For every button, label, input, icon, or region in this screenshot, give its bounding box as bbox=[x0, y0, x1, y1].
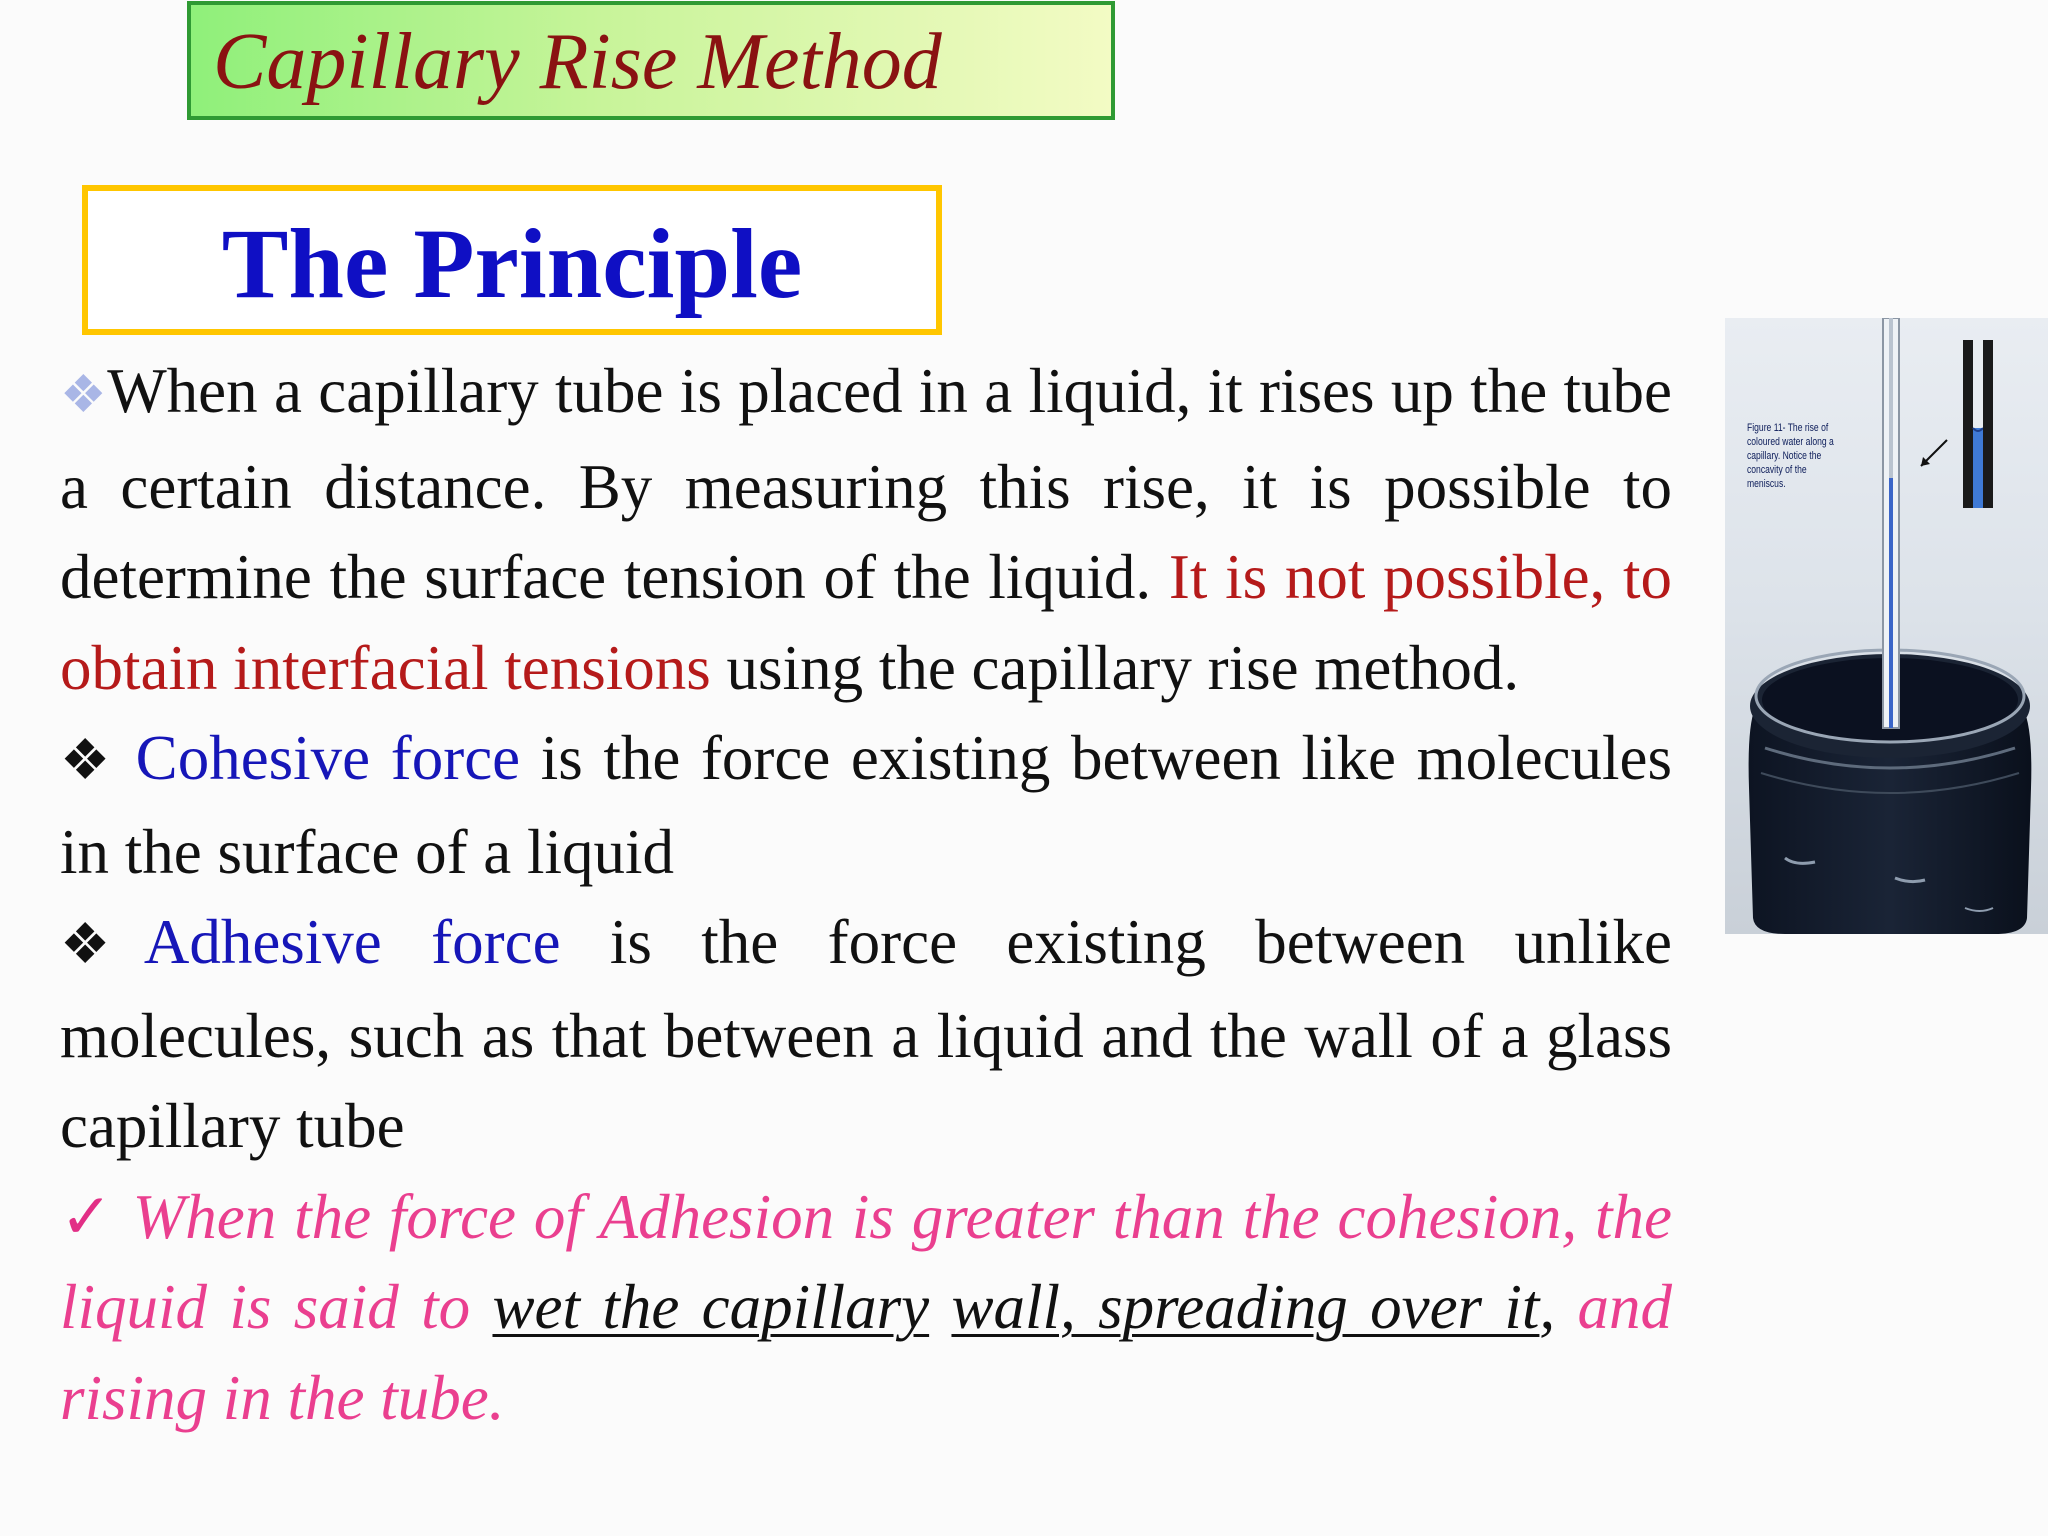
principle-heading-box bbox=[82, 185, 942, 335]
inset-tube-liquid bbox=[1973, 428, 1983, 508]
interfacial-tension-note: It is not possible, to obtain interfacial tensions bbox=[60, 542, 1673, 703]
paragraph-text: is the force existing between like molecules in the surface of a liquid bbox=[60, 723, 1673, 887]
paragraph-text: using the capillary rise method. bbox=[710, 632, 1520, 703]
paragraph-text: and rising in the tube. bbox=[60, 1272, 1673, 1433]
principle-heading: The Principle bbox=[221, 208, 803, 319]
underlined-phrase: wet the capillary bbox=[492, 1272, 930, 1342]
paragraph-cohesive-force bbox=[60, 713, 1672, 897]
slide-title-box bbox=[187, 1, 1115, 120]
cohesive-force-term: Cohesive force bbox=[135, 723, 521, 793]
paragraph-text: is the force existing between unlike molecules, such as that between a liquid and the wall of a glass capillary tube bbox=[60, 907, 1672, 1161]
capillary-liquid-column bbox=[1889, 478, 1893, 728]
paragraph-adhesive-force bbox=[60, 897, 1672, 1172]
underlined-phrase: wall, spreading over it bbox=[951, 1272, 1540, 1342]
capillary-jar-illustration bbox=[1725, 318, 2048, 934]
diamond-bullet-icon: ❖ bbox=[60, 367, 108, 424]
diamond-bullet-icon: ❖ bbox=[60, 914, 144, 976]
figure-caption: Figure 11- The rise of coloured water along a capillary. Notice the concavity of the meniscus. bbox=[1747, 422, 1834, 490]
adhesive-force-term: Adhesive force bbox=[143, 907, 561, 977]
capillary-tube-photo bbox=[1725, 318, 2048, 934]
inset-tube-wall bbox=[1963, 340, 1973, 508]
paragraph-text bbox=[929, 1272, 951, 1342]
paragraph-comma: , bbox=[1539, 1272, 1556, 1342]
slide-title: Capillary Rise Method bbox=[213, 18, 942, 106]
checkmark-icon: ✓ bbox=[60, 1181, 115, 1252]
paragraph-text: When the force of Adhesion is greater than the cohesion, the liquid is said to bbox=[60, 1181, 1673, 1342]
diamond-bullet-icon: ❖ bbox=[60, 730, 116, 792]
paragraph-capillary-rise bbox=[60, 346, 1672, 713]
inset-tube-wall bbox=[1983, 340, 1993, 508]
paragraph-text: When a capillary tube is placed in a liquid, it rises up the tube a certain distance. By measuring this rise, it is possible to determine the surface tension of the liquid. bbox=[60, 356, 1672, 612]
paragraph-adhesion-cohesion bbox=[60, 1172, 1672, 1444]
slide-body bbox=[60, 346, 1672, 1443]
